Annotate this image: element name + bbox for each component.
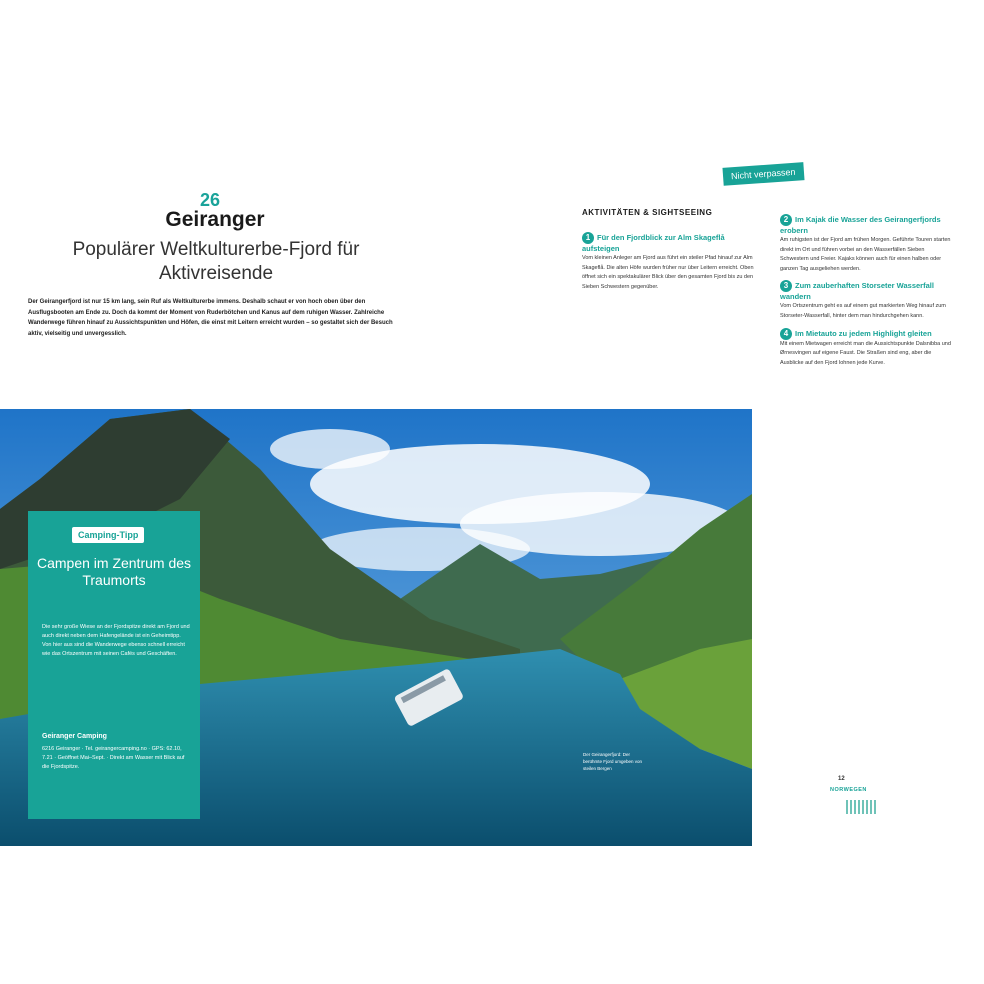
page-number: 12 [838, 776, 845, 782]
activity-title-2: Im Kajak die Wasser des Geirangerfjords erobern [780, 214, 941, 235]
activity-title-4: Im Mietauto zu jedem Highlight gleiten [795, 328, 932, 338]
activity-text-2: Am ruhigsten ist der Fjord am frühen Morgen. Geführte Touren starten direkt im Ort und führen vorbei an den Wasserfällen Sieben Schwestern und Freier. Kajaks können auch für einen halben oder ganzen Tag ausgeliehen werden. [780, 237, 951, 272]
camping-tip-tag: Camping-Tipp [72, 527, 144, 543]
activity-number-4: 4 [780, 328, 792, 340]
activity-title-3: Zum zauberhaften Storseter Wasserfall wandern [780, 281, 934, 302]
camping-body: Die sehr große Wiese an der Fjordspitze direkt am Fjord und auch direkt neben dem Hafengelände ist ein Geheimtipp. Von hier aus sind die Wanderwege ebenso schnell erreicht wie das Ortszentrum mit seinen Cafés und Geschäften. [42, 624, 190, 657]
activity-number-1: 1 [582, 232, 594, 244]
activities-column-1 [582, 232, 754, 292]
publisher-logo [846, 800, 878, 814]
activity-heading-2 [780, 214, 952, 236]
chapter-number: 26 [199, 190, 221, 210]
activity-title-1: Für den Fjordblick zur Alm Skageflå aufsteigen [582, 232, 725, 253]
page-subtitle: Populärer Weltkulturerbe-Fjord für Aktivreisende [72, 239, 360, 284]
camping-tip-box [28, 511, 200, 819]
camping-heading: Campen im Zentrum des Traumorts [36, 555, 192, 588]
activity-text-3: Vom Ortszentrum geht es auf einem gut markierten Weg hinauf zum Storseter-Wasserfall, hinter dem man hindurchgehen kann. [780, 303, 946, 319]
activity-number-2: 2 [780, 214, 792, 226]
photo-caption: Der Geirangerfjord: Der berühmte Fjord umgeben von steilen Bergen [583, 752, 643, 771]
camping-detail: 6216 Geiranger · Tel. geirangercamping.no · GPS: 62.10, 7.21 · Geöffnet Mai–Sept. · Direkt am Wasser mit Blick auf die Fjordspitze. [42, 746, 185, 770]
camping-subheading: Geiranger Camping [42, 733, 107, 740]
activities-column-2 [780, 208, 952, 368]
section-heading: AKTIVITÄTEN & SIGHTSEEING [582, 208, 713, 217]
activity-heading-3 [780, 280, 952, 302]
activity-text-1: Vom kleinen Anleger am Fjord aus führt ein steiler Pfad hinauf zur Alm Skageflå. Die alten Höfe wurden früher nur über Leitern erreicht. Oben öffnet sich ein spektakulärer Blick über den gesamten Fjord bis zu den Sieben Schwestern gegenüber. [582, 255, 754, 290]
intro-paragraph: Der Geirangerfjord ist nur 15 km lang, sein Ruf als Weltkulturerbe immens. Deshalb schaut er von hoch oben über den Ausflugsbooten am Ende zu. Doch da kommt der Moment von Ruderbötchen und Kanus auf dem ruhigen Wasser. Zahlreiche Wanderwege führen hinauf zu Aussichtspunkten und Höfen, die einst mit Leitern erreicht wurden – so gestaltet sich der Besuch aktiv, vielseitig und unvergesslich. [28, 299, 393, 337]
not-to-miss-badge: Nicht verpassen [722, 162, 804, 186]
activity-heading-1 [582, 232, 754, 254]
region-label: NORWEGEN [830, 787, 867, 793]
activity-number-3: 3 [780, 280, 792, 292]
page-title: Geiranger [165, 208, 265, 231]
activity-heading-4 [780, 328, 952, 340]
activity-text-4: Mit einem Mietwagen erreicht man die Aussichtspunkte Dalsnibba und Ørnesvingen auf eigene Faust. Die Straßen sind eng, aber die Ausblicke auf den Fjord lohnen jede Kurve. [780, 340, 951, 366]
